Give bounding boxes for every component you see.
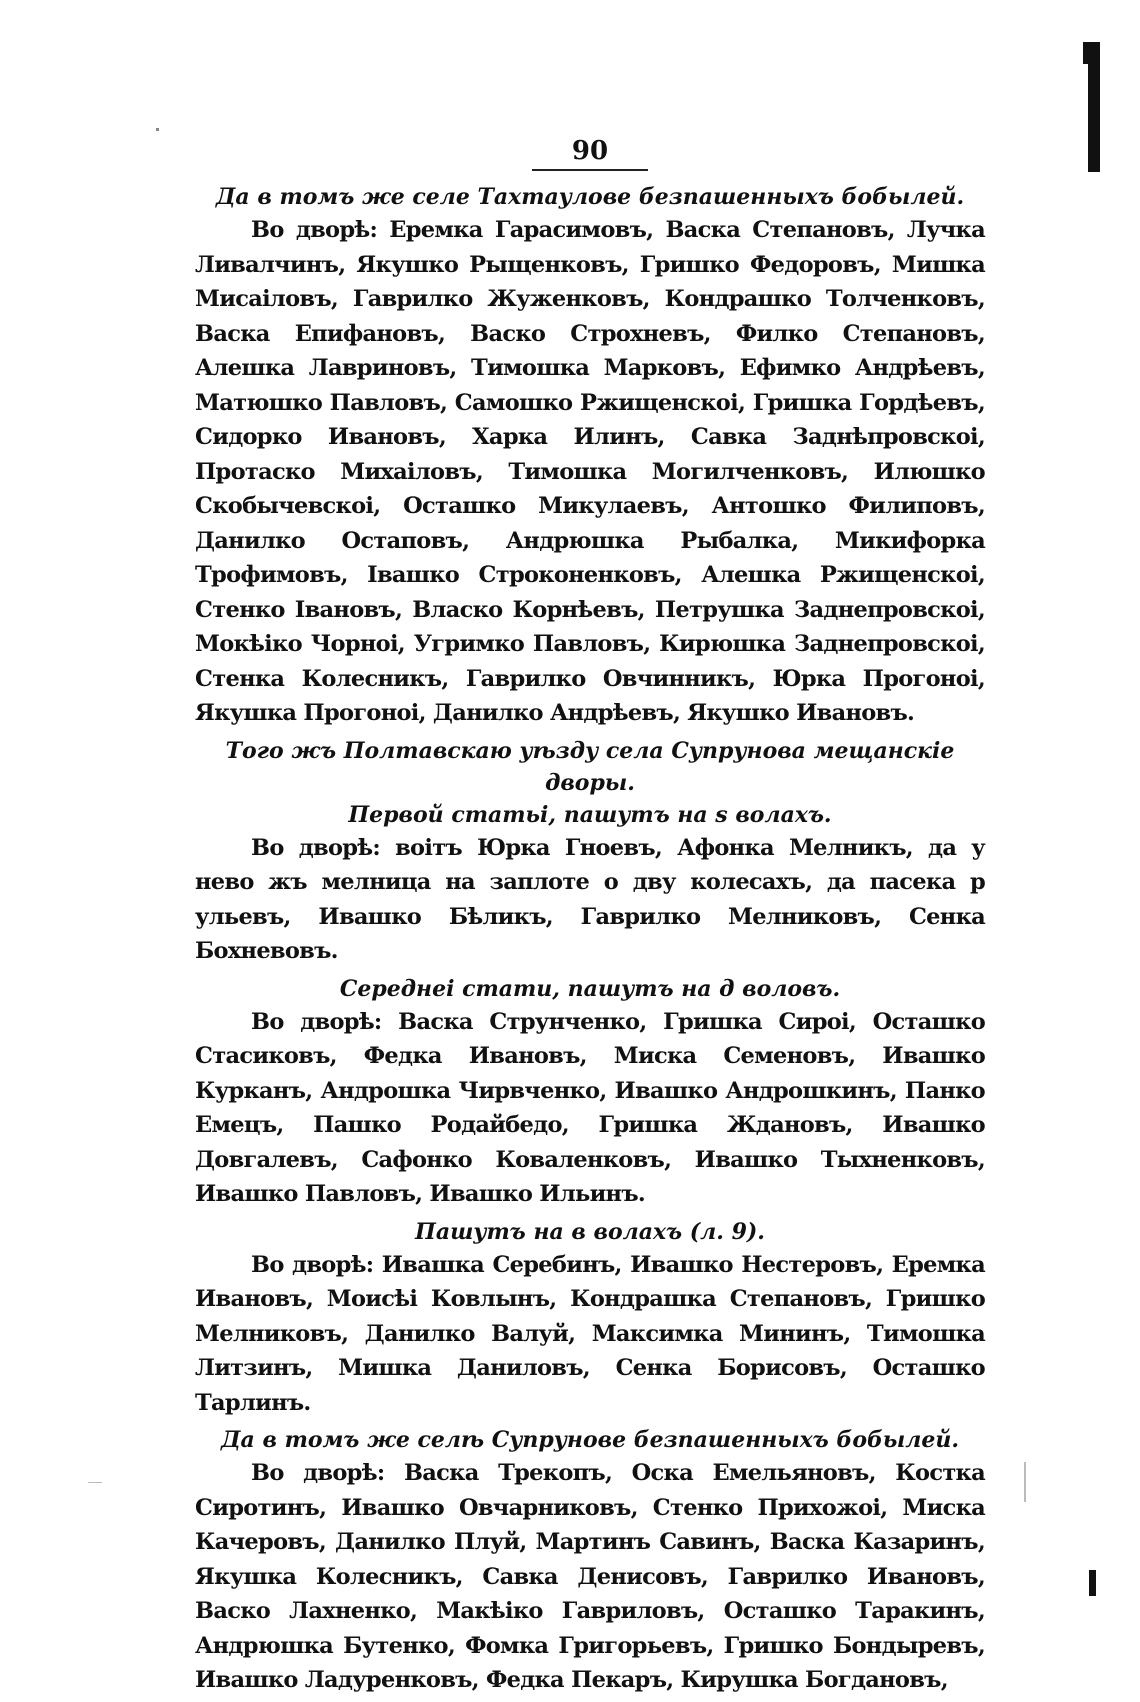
section-heading: Да в томъ же селѣ Супрунове безпашенныхъ бобылей. — [220, 1427, 960, 1453]
section-paragraph: Во дворѣ: воiтъ Юрка Гноевъ, Афонка Мелникъ, да у нево жъ мелница на заплоте о дву колесахъ, да пасека р ульевъ, Ивашко Бѣликъ, Гаврилко Мелниковъ, Сенка Бохневовъ. — [195, 834, 985, 964]
scan-speck — [1024, 1462, 1026, 1502]
document-page — [195, 135, 985, 1702]
section-heading: Того жъ Полтавскаю уѣзду села Супрунова мещанскiе дворы. — [225, 737, 955, 796]
page-number: 90 — [195, 135, 985, 171]
scan-edge-mark-bottom — [1089, 1570, 1096, 1596]
section-subheading: Первой статьi, пашутъ на ѕ волахъ. — [348, 801, 832, 828]
section-heading: Середнеi стати, пашутъ на д воловъ. — [339, 975, 841, 1002]
section-heading: Да в томъ же селе Тахтаулове безпашенныхъ бобылей. — [215, 184, 965, 210]
section-paragraph: Во дворѣ: Еремка Гарасимовъ, Васка Степановъ, Лучка Ливалчинъ, Якушко Рыщенковъ, Гришко Федоровъ, Мишка Мисаiловъ, Гаврилко Жуженковъ, Кондрашко Толченковъ, Васка Епифановъ, Васко Строхневъ, Филко Степановъ, Алешка Лавриновъ, Тимошка Марковъ, Ефимко Андрѣевъ, Матюшко Павловъ, Самошко Ржищенскоi, Гришка Гордѣевъ, Сидорко Ивановъ, Харка Илинъ, Савка Заднѣпровскоi, Протаско Михаiловъ, Тимошка Могилченковъ, Илюшко Скобычевскоi, Осташко Микулаевъ, Антошко Филиповъ, Данилко Остаповъ, Андрюшка Рыбалка, Микифорка Трофимовъ, Iвашко Строконенковъ, Алешка Ржищенскоi, Стенко Iвановъ, Власко Корнѣевъ, Петрушка Заднепровскоi, Мокѣiко Чорноi, Угримко Павловъ, Кирюшка Заднепровскоi, Стенка Колесникъ, Гаврилко Овчинникъ, Юрка Прогоноi, Якушка Прогоноi, Данилко Андрѣевъ, Якушко Ивановъ. — [195, 217, 985, 726]
scan-speck — [156, 128, 159, 131]
section-paragraph: Во дворѣ: Васка Трекопъ, Оска Емельяновъ, Костка Сиротинъ, Ивашко Овчарниковъ, Стенко Прихожоi, Миска Качеровъ, Данилко Плуй, Мартинъ Савинъ, Васка Казаринъ, Якушка Колесникъ, Савка Денисовъ, Гаврилко Ивановъ, Васко Лахненко, Макѣiко Гавриловъ, Осташко Таракинъ, Андрюшка Бутенко, Фомка Григорьевъ, Гришко Бондыревъ, Ивашко Ладуренковъ, Федка Пекаръ, Кирушка Богдановъ, — [195, 1460, 985, 1693]
section-paragraph: Во дворѣ: Васка Струнченко, Гришка Сироi, Осташко Стасиковъ, Федка Ивановъ, Миска Семеновъ, Ивашко Курканъ, Андрошка Чирвченко, Ивашко Андрошкинъ, Панко Емецъ, Пашко Родайбедо, Гришка Ждановъ, Ивашко Довгалевъ, Сафонко Коваленковъ, Ивашко Тыхненковъ, Ивашко Павловъ, Ивашко Ильинъ. — [195, 1008, 985, 1207]
section-paragraph: Во дворѣ: Ивашка Серебинъ, Ивашко Нестеровъ, Еремка Ивановъ, Моисѣi Ковлынъ, Кондрашка Степановъ, Гришко Мелниковъ, Данилко Валуй, Максимка Мининъ, Тимошка Литзинъ, Мишка Даниловъ, Сенка Борисовъ, Осташко Тарлинъ. — [195, 1251, 985, 1416]
scan-speck — [88, 1482, 102, 1483]
scan-edge-mark-top — [1088, 42, 1100, 172]
section-heading: Пашутъ на в волахъ (л. 9). — [415, 1218, 765, 1245]
